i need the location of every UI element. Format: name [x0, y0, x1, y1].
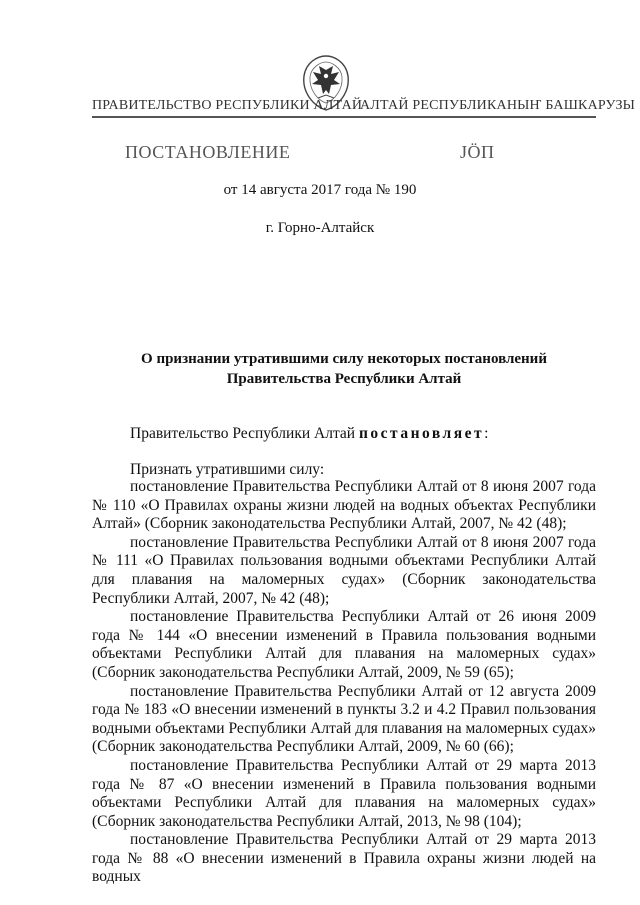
- resolution-subject: Правительство Республики Алтай: [130, 425, 356, 442]
- document-city: г. Горно-Алтайск: [265, 220, 375, 236]
- list-item: постановление Правительства Республики Алтай от 29 марта 2013 года № 88 «О внесении изменений в Правила охраны жизни людей на водных: [92, 831, 596, 886]
- document-title-line-1: О признании утратившими силу некоторых постановлений: [141, 351, 547, 367]
- document-title: [92, 349, 596, 389]
- resolution-intro: Признать утратившими силу:: [130, 461, 325, 478]
- repealed-acts-list: [92, 478, 596, 887]
- list-item: постановление Правительства Республики Алтай от 12 августа 2009 года № 183 «О внесении изменений в пункты 3.2 и 4.2 Правил пользования водными объектами Республики Алтай для плавания на маломерных судах» (Сборник законодательства Республики Алтай, 2009, № 60 (66);: [92, 682, 596, 756]
- document-type-russian: ПОСТАНОВЛЕНИЕ: [125, 142, 291, 162]
- header-divider: [92, 116, 596, 118]
- list-item: постановление Правительства Республики Алтай от 8 июня 2007 года № 110 «О Правилах охраны жизни людей на водных объектах Республики Алтай» (Сборник законодательства Республики Алтай, 2007, № 42 (48);: [92, 478, 596, 533]
- document-title-line-2: Правительства Республики Алтай: [226, 371, 462, 387]
- resolution-verb: постановляет: [358, 425, 485, 442]
- resolution-colon: :: [484, 425, 489, 442]
- organization-name-russian: ПРАВИТЕЛЬСТВО РЕСПУБЛИКИ АЛТАЙ: [92, 98, 363, 113]
- list-item: постановление Правительства Республики Алтай от 29 марта 2013 года № 87 «О внесении изменений в Правила пользования водными объектами Республики Алтай для плавания на маломерных судах» (Сборник законодательства Республики Алтай, 2013, № 98 (104);: [92, 756, 596, 830]
- organization-name-altai: АЛТАЙ РЕСПУБЛИКАНЫҤ БАШКАРУЗЫ: [360, 98, 636, 113]
- document-date-number: от 14 августа 2017 года № 190: [223, 182, 417, 198]
- resolution-statement: [130, 425, 488, 443]
- list-item: постановление Правительства Республики Алтай от 8 июня 2007 года № 111 «О Правилах пользования водными объектами Республики Алтай для плавания на маломерных судах» (Сборник законодательства Республики Алтай, 2007, № 42 (48);: [92, 533, 596, 607]
- document-type-altai: ЈӦП: [460, 142, 495, 162]
- list-item: постановление Правительства Республики Алтай от 26 июня 2009 года № 144 «О внесении изменений в Правила пользования водными объектами Республики Алтай для плавания на маломерных судах» (Сборник законодательства Республики Алтай, 2009, № 59 (65);: [92, 608, 596, 681]
